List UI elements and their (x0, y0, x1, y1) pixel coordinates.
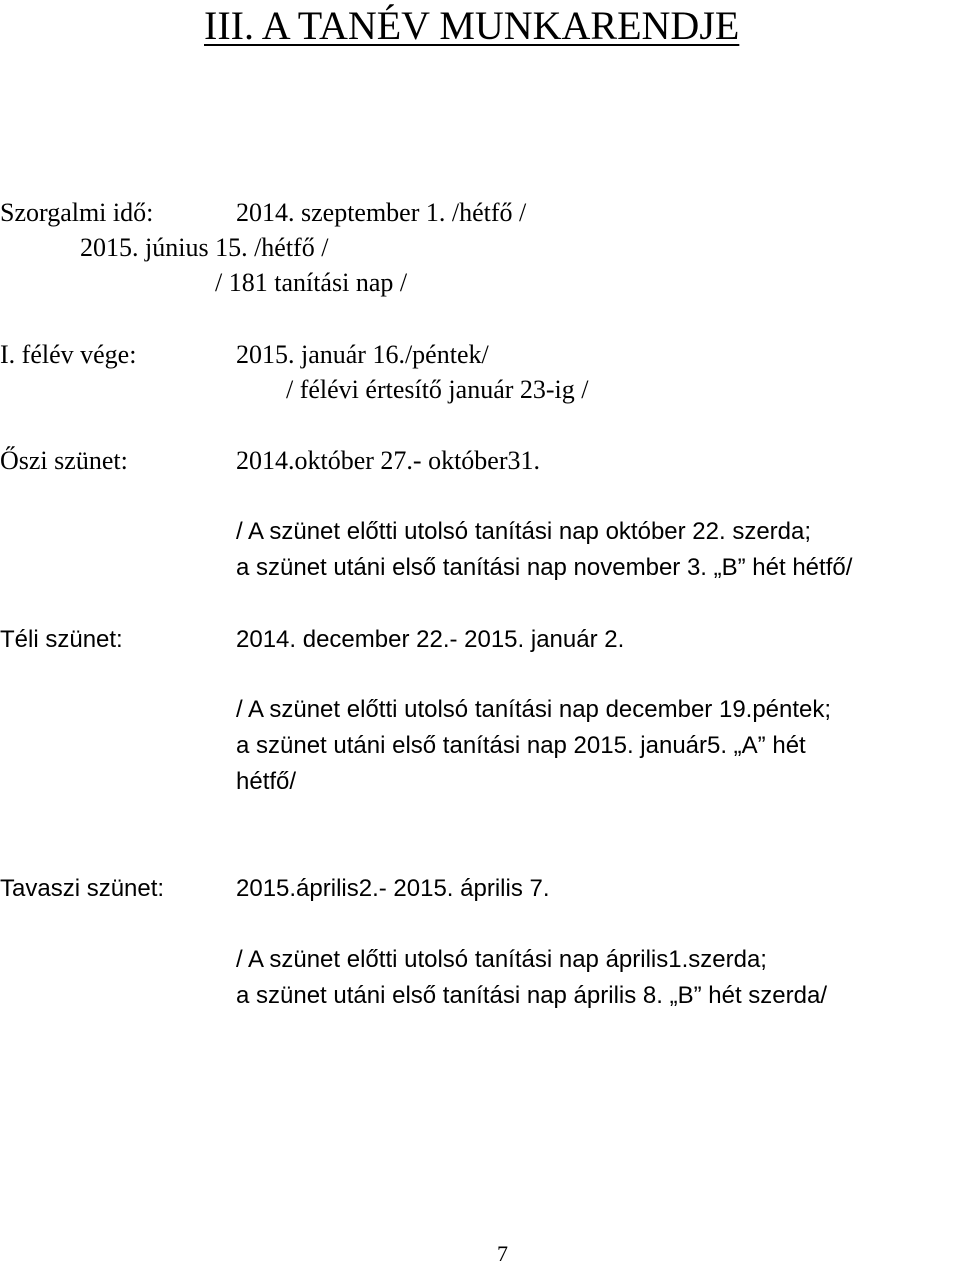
teli-label: Téli szünet: (0, 626, 123, 653)
szorgalmi-end-date: 2015. június 15. /hétfő / (80, 233, 329, 262)
teli-note-line3: hétfő/ (236, 768, 297, 795)
szorgalmi-start-date: 2014. szeptember 1. /hétfő / (236, 198, 527, 227)
oszi-note-line2: a szünet utáni első tanítási nap november 3. „B” hét hétfő/ (236, 554, 853, 581)
tavaszi-date: 2015.április2.- 2015. április 7. (236, 875, 550, 902)
page-title: III. A TANÉV MUNKARENDJE (204, 3, 740, 48)
szorgalmi-days: / 181 tanítási nap / (215, 268, 408, 297)
oszi-date: 2014.október 27.- október31. (236, 446, 541, 475)
teli-date: 2014. december 22.- 2015. január 2. (236, 626, 625, 653)
felev-label: I. félév vége: (0, 340, 137, 369)
tavaszi-note-line2: a szünet utáni első tanítási nap április 8. „B” hét szerda/ (236, 982, 827, 1009)
page-number: 7 (497, 1241, 508, 1266)
tavaszi-note-line1: / A szünet előtti utolsó tanítási nap április1.szerda; (236, 946, 767, 973)
oszi-label: Őszi szünet: (0, 446, 128, 475)
felev-date: 2015. január 16./péntek/ (236, 340, 489, 369)
szorgalmi-label: Szorgalmi idő: (0, 198, 154, 227)
tavaszi-label: Tavaszi szünet: (0, 875, 165, 902)
teli-note-line2: a szünet utáni első tanítási nap 2015. január5. „A” hét (236, 732, 806, 759)
teli-note-line1: / A szünet előtti utolsó tanítási nap december 19.péntek; (236, 696, 832, 723)
oszi-note-line1: / A szünet előtti utolsó tanítási nap október 22. szerda; (236, 518, 812, 545)
felev-note: / félévi értesítő január 23-ig / (286, 375, 589, 404)
